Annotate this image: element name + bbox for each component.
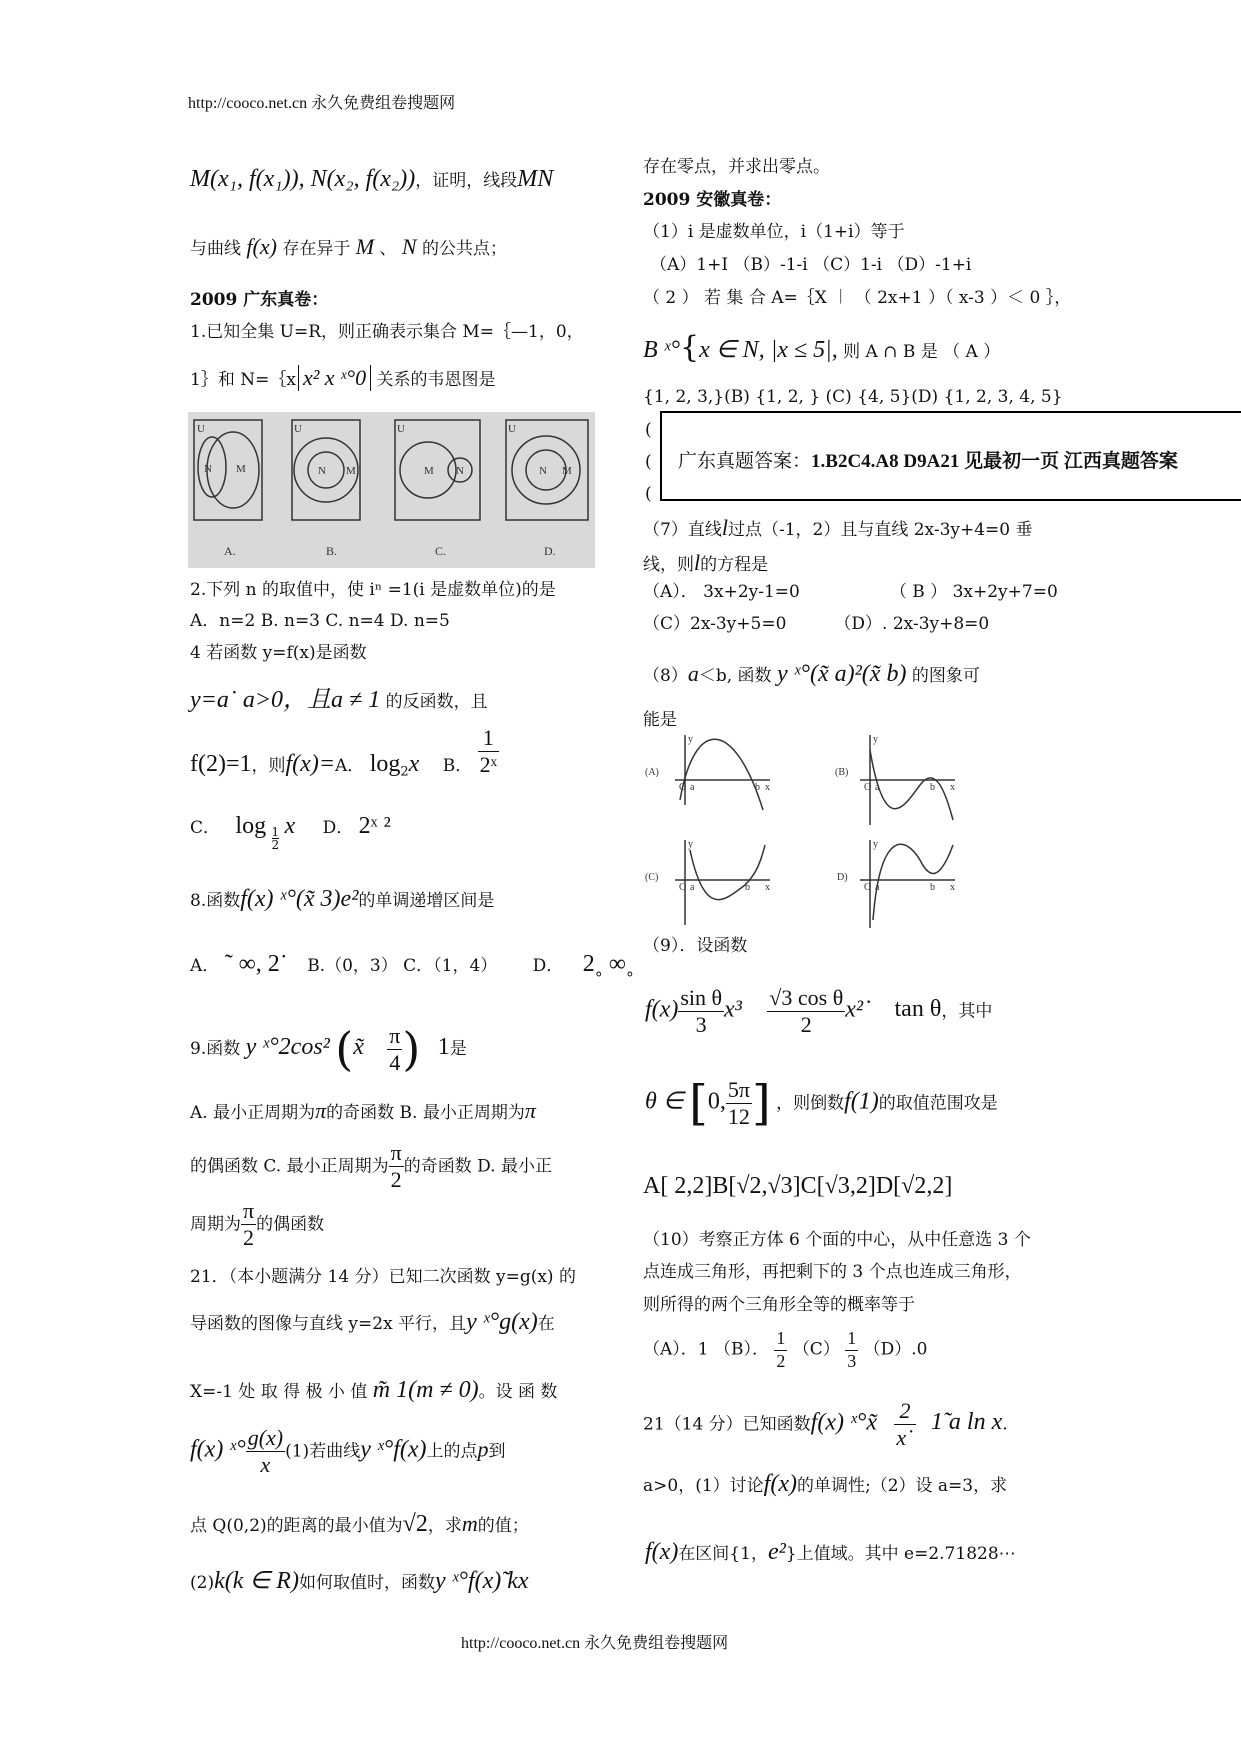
- text: 的奇函数 D. 最小正: [403, 1156, 552, 1177]
- svg-text:O: O: [864, 882, 872, 893]
- q21-line-3: [190, 1376, 557, 1405]
- r-q10-line-2: 点连成三角形，再把剩下的 3 个点也连成三角形，: [643, 1262, 1022, 1282]
- r-q9-formula: [645, 985, 992, 1039]
- text: 9.函数: [190, 1039, 241, 1060]
- option-a: A．: [335, 756, 365, 776]
- answer-text: 1.B2C4.A8 D9A21 见最初一页 江西真题答案: [811, 451, 1178, 472]
- q21-line-4: [190, 1425, 506, 1479]
- text: 点 Q(0,2)的距离的最小值为: [190, 1516, 403, 1536]
- option-c: C．: [190, 818, 221, 838]
- text: 导函数的图像与直线 y=2x 平行，且: [190, 1314, 467, 1334]
- svg-text:N: N: [318, 465, 326, 477]
- text: X=-1 处 取 得 极 小 值: [190, 1382, 368, 1402]
- text: A. 最小正周期为: [190, 1103, 316, 1123]
- math: tan θ: [894, 996, 942, 1023]
- text: 、: [379, 239, 397, 259]
- text: 到: [488, 1441, 506, 1462]
- option-d: D．: [532, 956, 564, 976]
- text: 的值；: [477, 1516, 529, 1536]
- text: ，证明，线段: [415, 171, 518, 191]
- text: ，则: [251, 756, 286, 776]
- svg-text:O: O: [679, 782, 687, 793]
- svg-text:U: U: [508, 423, 516, 435]
- option-d: D．: [322, 818, 354, 838]
- math: f(x) ˣ°(x̃ 3)e²: [240, 886, 359, 912]
- r-q9-stem: （9）．设函数: [643, 936, 748, 956]
- svg-text:b: b: [745, 882, 750, 893]
- r-q8-line-2: 能是: [643, 710, 677, 730]
- page-footer: http://cooco.net.cn 永久免费组卷搜题网: [461, 1635, 729, 1652]
- r-q7-options-2: [643, 614, 989, 634]
- text: 在: [537, 1314, 555, 1334]
- svg-text:y: y: [873, 839, 878, 850]
- math: x³: [724, 996, 742, 1023]
- frac: $\frac{1}{2}$: [776, 1328, 786, 1371]
- q4-line-2: [190, 686, 488, 715]
- option-b: B．: [442, 756, 473, 776]
- text: ＜b, 函数: [698, 666, 772, 686]
- svg-text:x: x: [765, 882, 770, 893]
- math: 0,: [707, 1088, 726, 1115]
- math: m̃ 1(m ≠ 0): [372, 1377, 479, 1403]
- math: f(x)=: [285, 751, 336, 777]
- math: y=a˙ a>0，且a ≠ 1: [190, 687, 381, 713]
- option-bc: B.（0，3） C．（1，4）: [307, 956, 498, 976]
- graph-label-d: D): [837, 872, 848, 883]
- option-d: （D）. 2x-3y+8=0: [834, 614, 990, 634]
- text: 的取值范围攻是: [878, 1093, 998, 1114]
- math: l: [721, 515, 728, 540]
- r-q9-theta: θ ∈ [0, $\frac{5\pi}{12}$ ] ，则倒数f(1)的取值范围攻是: [645, 1075, 998, 1131]
- text: （8）: [643, 666, 688, 686]
- math: 2˳ ∞˳: [582, 951, 634, 977]
- venn-b-inner: [308, 452, 344, 488]
- svg-text:y: y: [688, 734, 693, 745]
- frac: $\frac{1}{3}$: [847, 1328, 857, 1371]
- text: 则 A ∩ B 是 （ A ）: [843, 342, 1001, 362]
- q4-line-4: [190, 812, 391, 851]
- math: log: [369, 751, 401, 777]
- text: 8.函数: [190, 891, 241, 911]
- text: 在区间{1，: [678, 1544, 768, 1564]
- math: θ ∈: [645, 1088, 684, 1115]
- svg-text:x: x: [950, 782, 955, 793]
- text: 关系的韦恩图是: [376, 370, 496, 390]
- r-q2-line-2: B ˣ°{x ∈ N, |x ≤ 5|, 则 A ∩ B 是 （ A ）: [643, 330, 1001, 365]
- frac: $\frac{\pi}{2}$: [243, 1198, 255, 1251]
- r-q10-options: [643, 1328, 928, 1372]
- text: (2): [190, 1573, 215, 1593]
- hidden-line-1: (: [645, 420, 652, 440]
- math-points: M(x₁, f(x₁)), N(x₂, f(x₂)): [190, 166, 416, 192]
- q9-option-line-1: [190, 1098, 536, 1124]
- text: ，求: [427, 1516, 462, 1536]
- svg-text:b: b: [930, 882, 935, 893]
- math: f(x): [645, 996, 679, 1023]
- r-q21-line-1: [643, 1398, 1008, 1452]
- q2-options: A．n=2 B. n=3 C. n=4 D. n=5: [190, 611, 450, 631]
- math: f(2)=1: [190, 751, 252, 777]
- text: 21（14 分）已知函数: [643, 1414, 811, 1435]
- text: 的公共点；: [421, 239, 507, 259]
- svg-text:a: a: [690, 882, 695, 893]
- text: 的偶函数: [256, 1214, 325, 1235]
- svg-text:a: a: [875, 882, 880, 893]
- math: π: [315, 1098, 327, 1123]
- graph-label-a: (A): [645, 767, 659, 778]
- svg-text:x: x: [765, 782, 770, 793]
- svg-text:N: N: [539, 465, 547, 477]
- math: log: [235, 813, 267, 839]
- math: x: [408, 751, 420, 777]
- svg-text:M: M: [562, 465, 572, 477]
- math: x: [284, 813, 296, 839]
- section-anhui: 2009 安徽真卷：: [643, 190, 782, 210]
- math: m: [461, 1511, 478, 1536]
- text: （A）．1 （B）．: [643, 1339, 769, 1360]
- r-q21-line-3: [645, 1538, 1016, 1567]
- q8-stem: [190, 885, 494, 914]
- svg-text:b: b: [930, 782, 935, 793]
- frac: $\frac{g(x)}{x}$: [247, 1425, 284, 1478]
- math: k(k ∈ R): [214, 1568, 299, 1594]
- math: B ˣ°: [643, 337, 681, 363]
- svg-text:a: a: [875, 782, 880, 793]
- svg-text:b: b: [755, 782, 760, 793]
- text: a>0，(1）讨论: [643, 1476, 764, 1496]
- venn-label-d: D.: [544, 544, 556, 558]
- math: 2ˣ ²: [358, 813, 391, 839]
- text: .: [1002, 1414, 1008, 1435]
- svg-text:N: N: [456, 465, 464, 477]
- svg-text:O: O: [864, 782, 872, 793]
- q21-line-5: [190, 1510, 529, 1539]
- text: (1)若曲线: [285, 1441, 361, 1462]
- answer-label: 广东真题答案：: [678, 450, 812, 472]
- math: x̃: [353, 1034, 364, 1061]
- math: a: [687, 661, 699, 686]
- venn-label-a: A.: [224, 544, 236, 558]
- text: 的奇函数 B. 最小正周期为: [326, 1103, 525, 1123]
- option-a: （A）． 3x+2y-1=0: [643, 582, 800, 602]
- math: f(x): [645, 1539, 679, 1565]
- q9-option-line-3: [190, 1198, 324, 1252]
- svg-text:M: M: [424, 465, 434, 477]
- svg-text:U: U: [294, 423, 302, 435]
- text: 的反函数，且: [385, 692, 488, 712]
- q8-options: [190, 950, 634, 979]
- frac: $\frac{\text{√3 cos θ}}{2}$: [769, 985, 844, 1038]
- text: 是: [449, 1039, 467, 1060]
- r-q7-options-1: [643, 582, 1058, 602]
- math: f(x): [246, 234, 277, 259]
- r-line-1: 存在零点，并求出零点。: [643, 157, 830, 177]
- q9-option-line-2: [190, 1140, 552, 1194]
- svg-text:y: y: [688, 839, 693, 850]
- r-q2-options: {1, 2, 3,}(B) {1, 2, } (C) {4, 5}(D) {1, 2, 3, 4, 5}: [643, 387, 1063, 407]
- svg-text:M: M: [236, 463, 246, 475]
- text: 的图象可: [911, 666, 980, 686]
- math: √2: [402, 1511, 428, 1537]
- q1-line-1: 1.已知全集 U=R，则正确表示集合 M=｛—1，0，: [190, 322, 584, 342]
- q1-line-2: [190, 365, 495, 391]
- frac-pi-4: $\frac{\pi}{4}$: [389, 1022, 401, 1076]
- svg-text:N: N: [204, 463, 212, 475]
- math: f(x) ˣ°: [190, 1436, 246, 1463]
- q4-line-3: [190, 724, 499, 780]
- text: 上的点: [426, 1441, 478, 1462]
- math: y ˣ°f(x)̃ kx: [434, 1568, 529, 1594]
- r-q1-options: （A）1+I （B）-1-i （C）1-i （D）-1+i: [650, 255, 972, 275]
- r-q10-line-3: 则所得的两个三角形全等的概率等于: [643, 1295, 915, 1315]
- graph-label-b: (B): [835, 767, 849, 778]
- text: 的偶函数 C. 最小正周期为: [190, 1156, 389, 1177]
- text: 如何取值时，函数: [298, 1573, 435, 1593]
- frac: $\frac{\text{sin θ}}{3}$: [680, 985, 723, 1038]
- r-q7-line-1: [643, 515, 1033, 541]
- text: 1｝和 N=｛x: [190, 370, 296, 390]
- r-q1: （1）i 是虚数单位，i（1+i）等于: [643, 222, 905, 242]
- q4-stem: 4 若函数 y=f(x)是函数: [190, 643, 367, 663]
- svg-text:y: y: [873, 734, 878, 745]
- text: 存在异于: [282, 239, 351, 259]
- frac: $\frac{2}{x˙}$: [896, 1398, 914, 1451]
- page-header: http://cooco.net.cn 永久免费组卷搜题网: [188, 95, 456, 112]
- q8-function-graphs: [645, 730, 975, 930]
- answer-box-text: [678, 446, 1178, 473]
- venn-d-frame: [506, 420, 588, 520]
- text: （7）直线: [643, 520, 722, 540]
- option-c: （C）2x-3y+5=0: [643, 614, 787, 634]
- text: ，其中: [941, 1001, 993, 1022]
- left-line-2: [190, 234, 507, 260]
- option-a: A．: [190, 956, 220, 976]
- math-set: x² x ˣ°0: [298, 365, 371, 391]
- math-options: A[ 2,2]B[√2,√3]C[√3,2]D[√2,2]: [643, 1173, 953, 1199]
- math: f(x) ˣ°x̃: [810, 1409, 877, 1436]
- venn-c-frame: [395, 420, 480, 520]
- math: ˜ ∞, 2˙: [224, 951, 288, 977]
- math: f(1): [844, 1088, 879, 1115]
- math: e²: [767, 1539, 786, 1565]
- frac: $\frac{\pi}{2}$: [390, 1140, 402, 1193]
- q21-line-1: 21．（本小题满分 14 分）已知二次函数 y=g(x) 的: [190, 1267, 576, 1287]
- venn-diagram-options: [188, 412, 595, 568]
- math-mn: MN: [517, 166, 554, 192]
- r-q7-line-2: [643, 550, 768, 576]
- r-q9-options: [643, 1172, 952, 1201]
- text: 与曲线: [190, 239, 241, 259]
- r-q8-line-1: [643, 660, 980, 689]
- section-guangdong: 2009 广东真卷：: [190, 290, 329, 310]
- text: （C）: [792, 1339, 840, 1360]
- text: 的单调性;（2）设 a=3，求: [796, 1476, 1008, 1496]
- math: 1: [437, 1034, 450, 1061]
- math: y ˣ°f(x): [360, 1436, 427, 1463]
- text: 周期为: [190, 1214, 241, 1235]
- hidden-line-2: (: [645, 452, 652, 472]
- text: 过点（-1，2）且与直线 2x-3y+4=0 垂: [727, 520, 1033, 540]
- q21-line-2: [190, 1308, 555, 1337]
- left-line-1: [190, 165, 553, 194]
- math: y ˣ°2cos²: [245, 1034, 330, 1061]
- svg-text:U: U: [197, 423, 205, 435]
- venn-a-m: [207, 432, 259, 508]
- svg-text:M: M: [346, 465, 356, 477]
- svg-text:a: a: [690, 782, 695, 793]
- svg-text:x: x: [950, 882, 955, 893]
- graph-label-c: (C): [645, 872, 659, 883]
- frac: $\frac{5\pi}{12}$: [727, 1076, 750, 1130]
- text: 。设 函 数: [478, 1382, 558, 1402]
- math: l: [694, 550, 701, 575]
- math: 1̃ a ln x: [930, 1409, 1003, 1436]
- svg-text:U: U: [397, 423, 405, 435]
- frac: $\frac{1}{\text{2ˣ}}$: [479, 724, 497, 777]
- text: ，则倒数: [776, 1093, 845, 1114]
- log-base: $\frac{1}{2}$: [271, 825, 280, 852]
- math: y ˣ°g(x): [466, 1309, 538, 1335]
- text: 的方程是: [700, 555, 769, 575]
- math: y ˣ°(x̃ a)²(x̃ b): [776, 661, 907, 687]
- answer-box: [660, 411, 1241, 501]
- r-q2-line-1: （ 2 ） 若 集 合 A=｛X ︱ （ 2x+1 ）（ x-3 ）＜ 0 ｝，: [643, 288, 1072, 308]
- text: }上值域。其中 e=2.71828⋯: [785, 1544, 1016, 1564]
- r-q21-line-2: [643, 1470, 1007, 1499]
- math: π: [524, 1098, 536, 1123]
- venn-label-c: C.: [435, 544, 447, 558]
- q9-stem: 9.函数 y ˣ°2cos² (x̃ $\frac{\pi}{4}$ ) 1是: [190, 1022, 467, 1076]
- r-q10-line-1: （10）考察正方体 6 个面的中心，从中任意选 3 个: [643, 1230, 1031, 1250]
- math: N: [401, 234, 417, 259]
- q21-line-6: [190, 1567, 529, 1596]
- math: M: [355, 234, 375, 259]
- svg-text:O: O: [679, 882, 687, 893]
- q2-stem: 2.下列 n 的取值中，使 iⁿ =1(i 是虚数单位)的是: [190, 580, 556, 600]
- math-sub: 2: [400, 764, 409, 780]
- math: p: [477, 1436, 489, 1462]
- hidden-line-3: (: [645, 484, 652, 504]
- text: 线，则: [643, 555, 694, 575]
- text: 的单调递增区间是: [358, 891, 495, 911]
- option-b: （ B ） 3x+2y+7=0: [889, 582, 1058, 602]
- math: x ∈ N, |x ≤ 5|,: [699, 337, 838, 363]
- venn-label-b: B.: [326, 544, 338, 558]
- text: （D）.0: [863, 1339, 928, 1360]
- math: f(x): [763, 1471, 797, 1497]
- math: x²˙: [845, 996, 872, 1023]
